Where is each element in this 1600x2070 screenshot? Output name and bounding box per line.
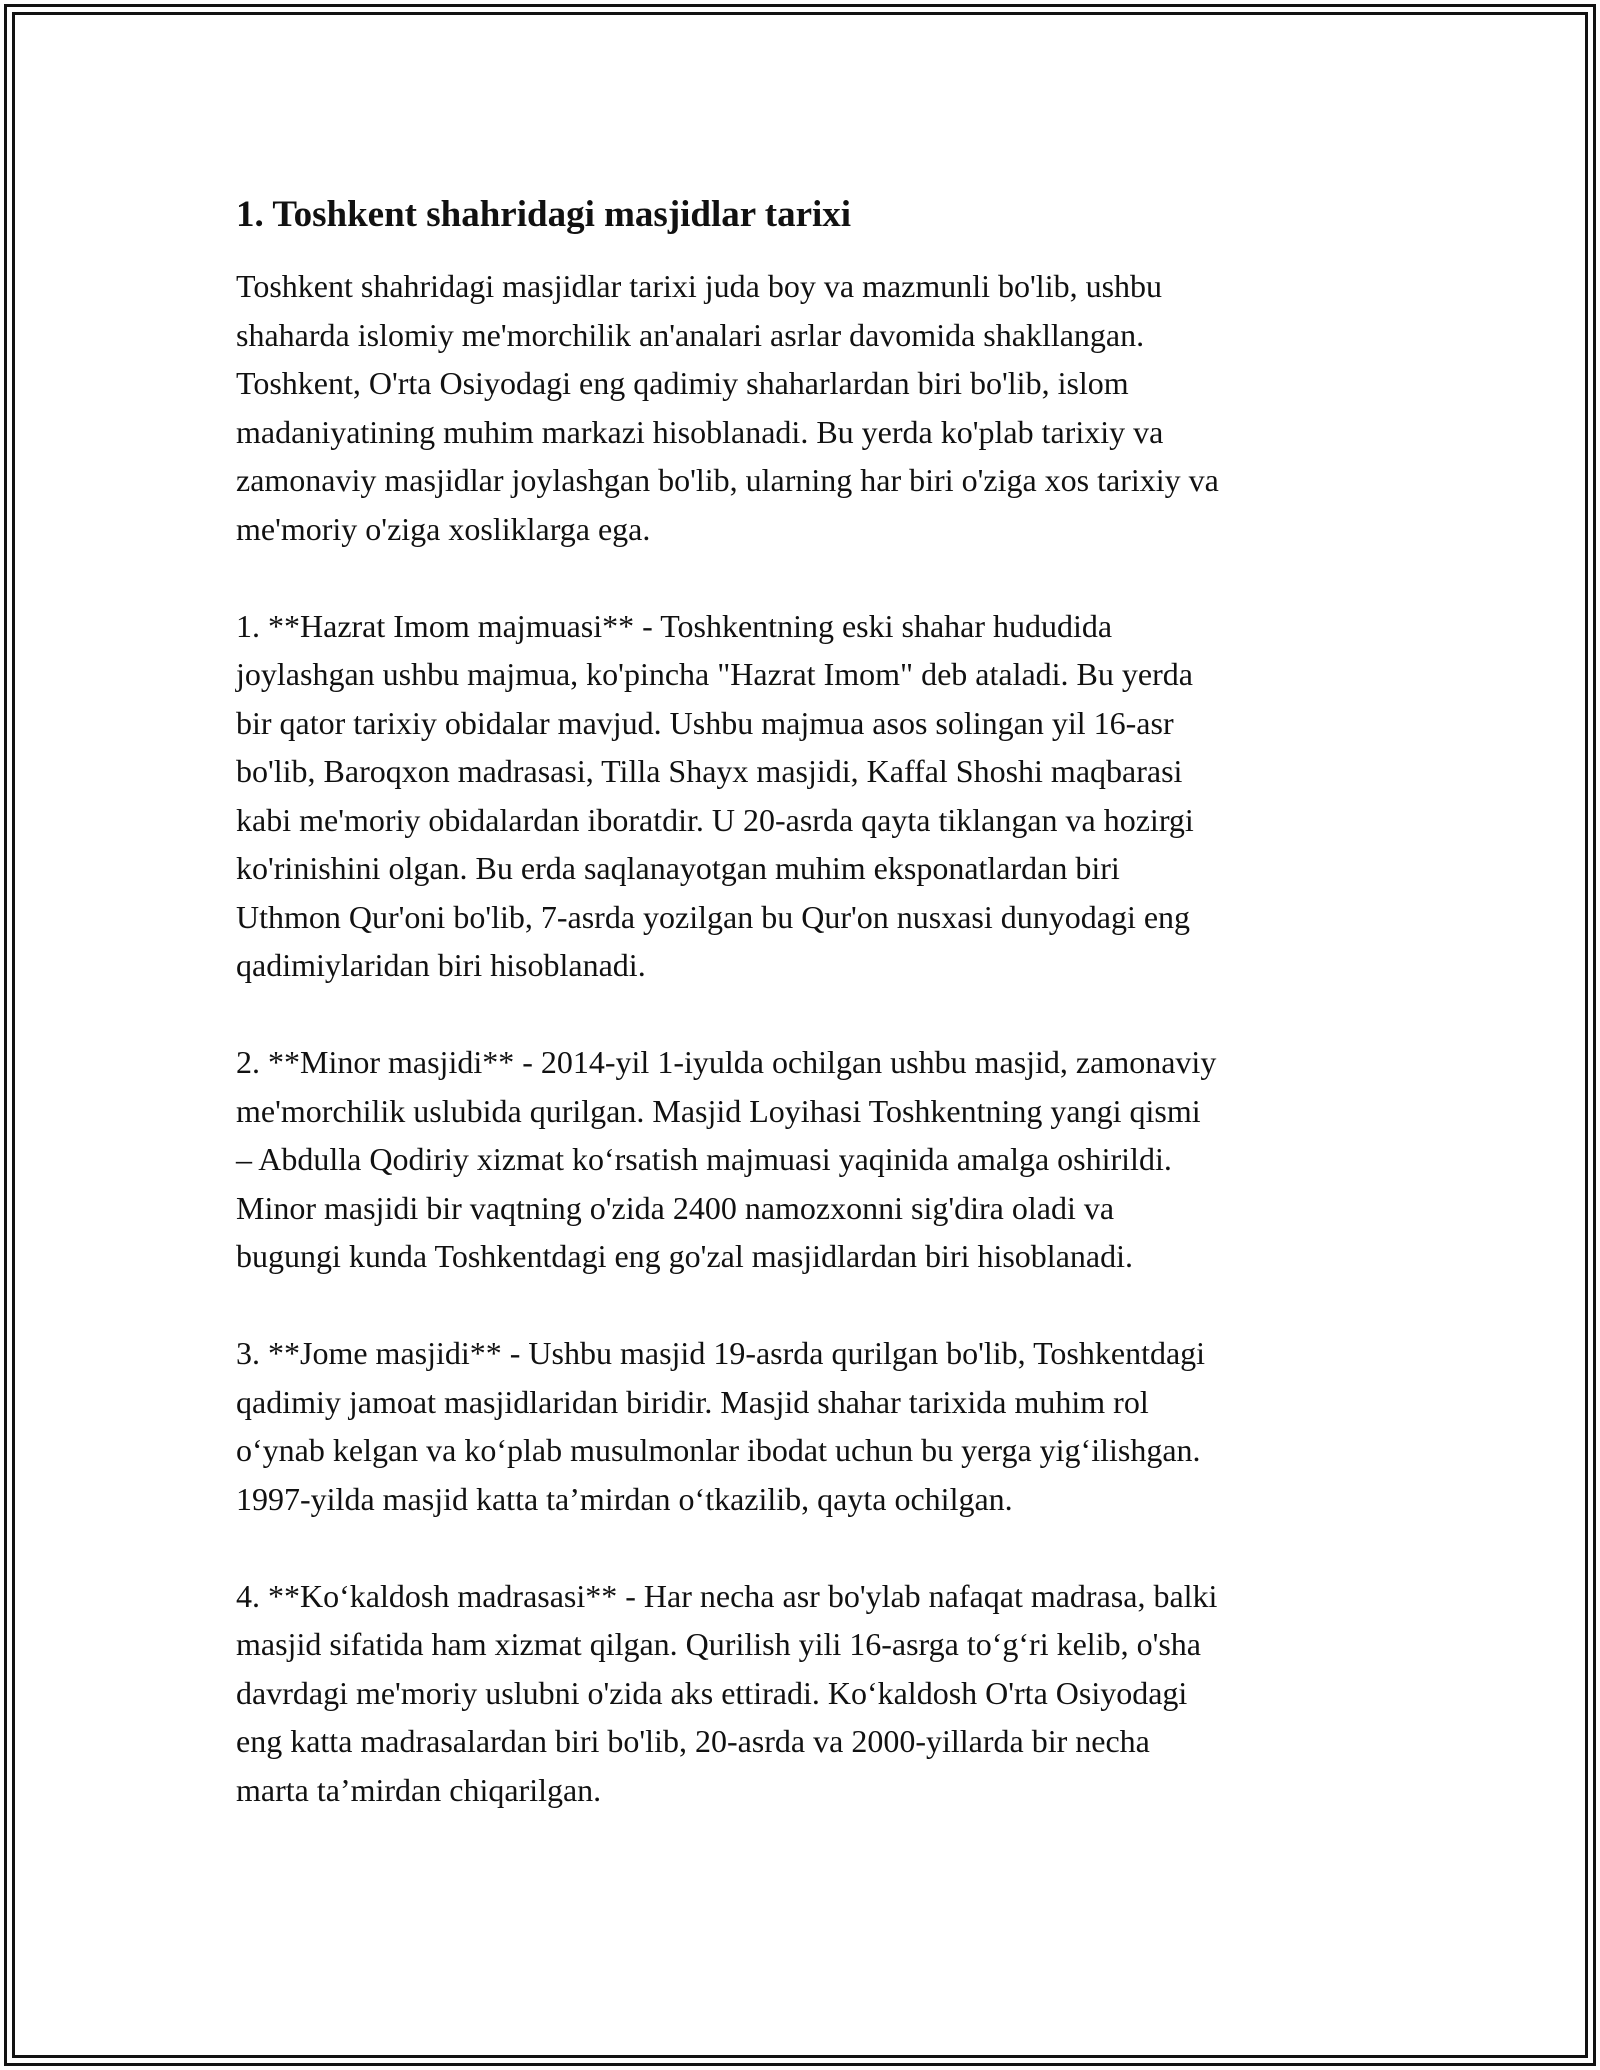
hazrat-imom-paragraph: [236, 602, 1386, 990]
text-line: me'morchilik uslubida qurilgan. Masjid Loyihasi Toshkentning yangi qismi: [236, 1092, 1201, 1129]
text-line: kabi me'moriy obidalardan iboratdir. U 20-asrda qayta tiklangan va hozirgi: [236, 801, 1194, 838]
text-line: ko'rinishini olgan. Bu erda saqlanayotgan muhim eksponatlardan biri: [236, 850, 1120, 886]
text-line: bir qator tarixiy obidalar mavjud. Ushbu majmua asos solingan yil 16-asr: [236, 704, 1174, 741]
text-line: madaniyatining muhim markazi hisoblanadi. Bu yerda ko'plab tarixiy va: [236, 413, 1164, 450]
text-line: me'moriy o'ziga xosliklarga ega.: [236, 510, 651, 547]
text-line: 1997-yilda masjid katta taʼmirdan oʻtkazilib, qayta ochilgan.: [236, 1480, 1013, 1517]
text-line: qadimiylaridan biri hisoblanadi.: [236, 947, 646, 983]
text-line: Minor masjidi bir vaqtning o'zida 2400 namozxonni sig'dira oladi va: [236, 1189, 1115, 1226]
kokaldosh-paragraph: [236, 1572, 1386, 1815]
text-line: 2. **Minor masjidi** - 2014-yil 1-iyulda ochilgan ushbu masjid, zamonaviy: [236, 1044, 1217, 1080]
text-line: 3. **Jome masjidi** - Ushbu masjid 19-asrda qurilgan bo'lib, Toshkentdagi: [236, 1335, 1206, 1371]
text-line: oʻynab kelgan va koʻplab musulmonlar ibodat uchun bu yerga yigʻilishgan.: [236, 1432, 1201, 1468]
text-line: qadimiy jamoat masjidlaridan biridir. Masjid shahar tarixida muhim rol: [236, 1383, 1149, 1420]
text-line: Uthmon Qur'oni bo'lib, 7-asrda yozilgan bu Qur'on nusxasi dunyodagi eng: [236, 898, 1191, 935]
jome-masjidi-paragraph: [236, 1329, 1386, 1523]
text-line: shaharda islomiy me'morchilik an'analari asrlar davomida shakllangan.: [236, 316, 1145, 353]
text-line: masjid sifatida ham xizmat qilgan. Qurilish yili 16-asrga toʻgʻri kelib, o'sha: [236, 1626, 1201, 1662]
minor-masjidi-paragraph: [236, 1038, 1386, 1281]
text-line: Toshkent shahridagi masjidlar tarixi juda boy va mazmunli bo'lib, ushbu: [236, 268, 1163, 304]
text-line: 4. **Koʻkaldosh madrasasi** - Har necha asr bo'ylab nafaqat madrasa, balki: [236, 1577, 1218, 1614]
text-line: – Abdulla Qodiriy xizmat koʻrsatish majmuasi yaqinida amalga oshirildi.: [236, 1141, 1172, 1177]
document-page: [236, 186, 1386, 1814]
text-line: Toshkent, O'rta Osiyodagi eng qadimiy shaharlardan biri bo'lib, islom: [236, 365, 1129, 401]
text-line: zamonaviy masjidlar joylashgan bo'lib, ularning har biri o'ziga xos tarixiy va: [236, 462, 1219, 498]
document-title: 1. Toshkent shahridagi masjidlar tarixi: [236, 194, 852, 235]
text-line: 1. **Hazrat Imom majmuasi** - Toshkentning eski shahar hududida: [236, 607, 1113, 644]
text-line: marta taʼmirdan chiqarilgan.: [236, 1771, 602, 1808]
intro-paragraph: [236, 262, 1386, 553]
text-line: eng katta madrasalardan biri bo'lib, 20-asrda va 2000-yillarda bir necha: [236, 1723, 1150, 1759]
text-line: davrdagi me'moriy uslubni o'zida aks ettiradi. Koʻkaldosh O'rta Osiyodagi: [236, 1674, 1188, 1711]
text-line: bo'lib, Baroqxon madrasasi, Tilla Shayx masjidi, Kaffal Shoshi maqbarasi: [236, 753, 1183, 789]
text-line: joylashgan ushbu majmua, ko'pincha "Hazrat Imom" deb ataladi. Bu yerda: [236, 656, 1193, 692]
text-line: bugungi kunda Toshkentdagi eng go'zal masjidlardan biri hisoblanadi.: [236, 1238, 1133, 1274]
